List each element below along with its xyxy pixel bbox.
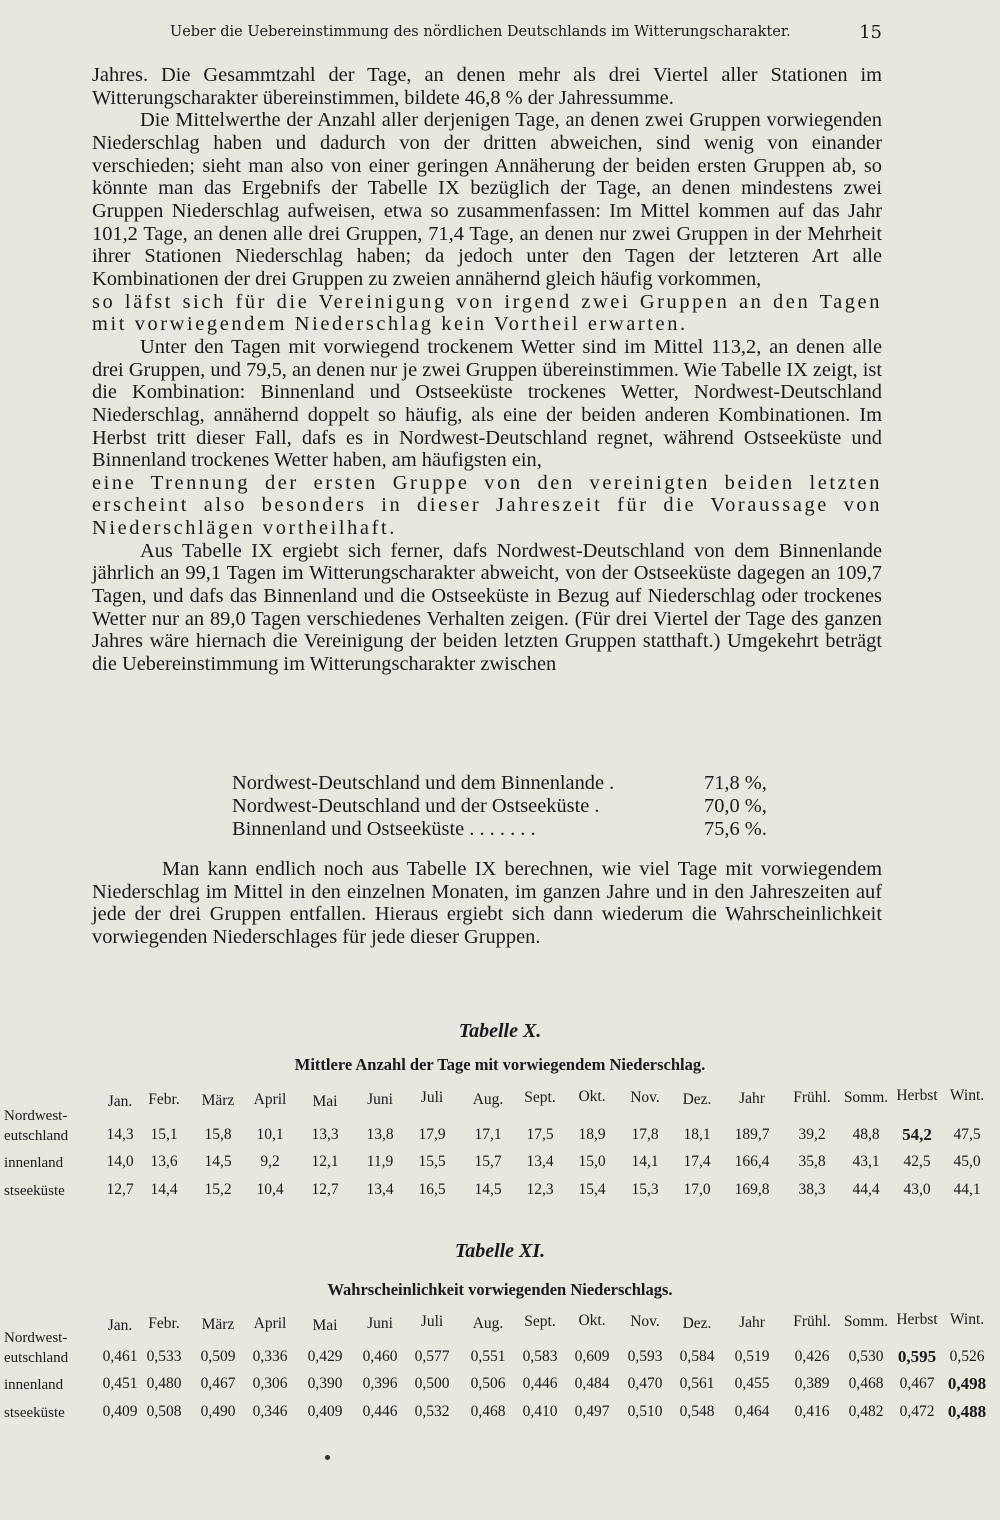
column-header: Juli — [420, 1313, 444, 1330]
table-cell: 17,9 — [418, 1126, 446, 1143]
table-cell: 43,0 — [903, 1181, 931, 1198]
column-header: Mai — [312, 1317, 338, 1334]
table-cell: 0,455 — [734, 1375, 770, 1392]
table-cell: 10,4 — [256, 1181, 284, 1198]
table-cell: 18,1 — [683, 1126, 711, 1143]
table-cell: 12,1 — [311, 1153, 339, 1170]
row-label: Nordwest- — [4, 1108, 68, 1124]
paragraph-spaced: eine Trennung der ersten Gruppe von den vereinigten beiden letzten erscheint also besonders in dieser Jahreszeit für die Voraussage von Niederschlägen vortheilhaft. — [92, 471, 882, 540]
table-cell: 0,488 — [947, 1402, 987, 1421]
paragraph: Die Mittelwerthe der Anzahl aller derjenigen Tage, an denen zwei Gruppen vorwiegenden Niederschlag haben und dadurch von der dritten abweichen, sind wenig von einander verschieden; sieht man also von einer geringen Annäherung der beiden ersten Gruppen ab, so könnte man das Ergebnifs der Tabelle IX bezüglich der Tage, an denen mindestens zwei Gruppen Niederschlag aufweisen, etwa so zusammenfassen: Im Mittel kommen auf das Jahr 101,2 Tage, an denen alle drei Gruppen, 71,4 Tage, an denen nur zwei Gruppen in der Mehrheit ihrer Stationen Niederschlag haben; da jedoch unter den Tagen der letzteren Art alle Kombinationen der drei Gruppen zu zweien annähernd gleich häufig vorkommen, — [92, 109, 882, 290]
agreement-label: Nordwest-Deutschland und dem Binnenlande . — [232, 772, 615, 794]
table-cell: 0,609 — [574, 1348, 610, 1365]
column-header: Dez. — [682, 1315, 712, 1332]
paragraph: Man kann endlich noch aus Tabelle IX berechnen, wie viel Tage mit vorwiegendem Niederschlag im Mittel in den einzelnen Monaten, im ganzen Jahre und in den Jahreszeiten auf jede der drei Gruppen entfallen. Hieraus ergiebt sich dann wiederum die Wahrscheinlichkeit vorwiegenden Niederschlages für jede dieser Gruppen. — [92, 858, 882, 948]
table-cell: 0,583 — [522, 1348, 558, 1365]
column-header: Wint. — [949, 1311, 985, 1328]
table-cell: 0,467 — [200, 1375, 236, 1392]
table-11-subtitle: Wahrscheinlichkeit vorwiegenden Niederschlags. — [327, 1280, 673, 1299]
column-header: Nov. — [630, 1313, 660, 1330]
column-header: Mai — [312, 1093, 338, 1110]
table-cell: 9,2 — [260, 1153, 280, 1170]
table-cell: 45,0 — [953, 1153, 981, 1170]
agreement-row — [232, 818, 782, 841]
agreement-row — [232, 795, 782, 818]
ink-speck — [325, 1455, 330, 1460]
table-cell: 0,446 — [362, 1403, 398, 1420]
table-cell: 15,5 — [418, 1153, 446, 1170]
table-cell: 44,4 — [852, 1181, 880, 1198]
table-cell: 54,2 — [902, 1125, 932, 1144]
row-label: eutschland — [4, 1128, 69, 1144]
column-header: April — [253, 1091, 287, 1108]
column-header: Wint. — [949, 1087, 985, 1104]
table-cell: 13,4 — [366, 1181, 394, 1198]
table-cell: 14,0 — [106, 1153, 134, 1170]
column-header: Sept. — [524, 1089, 556, 1106]
table-cell: 11,9 — [366, 1153, 394, 1170]
table-cell: 0,561 — [679, 1375, 715, 1392]
closing-paragraph — [92, 858, 882, 949]
column-header: Febr. — [148, 1091, 180, 1108]
table-cell: 15,3 — [631, 1181, 659, 1198]
table-cell: 42,5 — [903, 1153, 931, 1170]
table-cell: 15,0 — [578, 1153, 606, 1170]
running-title: Ueber die Uebereinstimmung des nördlichen Deutschlands im Witterungscharakter. — [170, 24, 791, 40]
table-cell: 0,595 — [897, 1347, 937, 1366]
table-cell: 0,532 — [414, 1403, 450, 1420]
table-cell: 44,1 — [953, 1181, 981, 1198]
table-cell: 47,5 — [953, 1126, 981, 1143]
column-header: Juli — [420, 1089, 444, 1106]
table-cell: 0,480 — [146, 1375, 182, 1392]
table-cell: 17,4 — [683, 1153, 711, 1170]
column-header: Herbst — [896, 1087, 938, 1104]
table-cell: 13,3 — [311, 1126, 339, 1143]
column-header: Jan. — [107, 1317, 133, 1334]
agreement-label: Binnenland und Ostseeküste . . . . . . . — [232, 817, 536, 840]
table-cell: 0,519 — [734, 1348, 770, 1365]
table-cell: 189,7 — [734, 1126, 770, 1143]
table-cell: 0,306 — [252, 1375, 288, 1392]
table-cell: 166,4 — [734, 1153, 770, 1170]
table-cell: 12,7 — [311, 1181, 339, 1198]
table-cell: 17,8 — [631, 1126, 659, 1143]
table-cell: 0,530 — [848, 1348, 884, 1365]
table-cell: 39,2 — [798, 1126, 826, 1143]
table-cell: 12,7 — [106, 1181, 134, 1198]
table-cell: 0,490 — [200, 1403, 236, 1420]
table-cell: 0,464 — [734, 1403, 770, 1420]
table-cell: 17,5 — [526, 1126, 554, 1143]
table-11 — [0, 1304, 1000, 1444]
column-header: März — [201, 1092, 235, 1109]
column-header: Sept. — [524, 1313, 556, 1330]
table-cell: 0,446 — [522, 1375, 558, 1392]
table-cell: 13,6 — [150, 1153, 178, 1170]
table-cell: 0,482 — [848, 1403, 884, 1420]
column-header: Jan. — [107, 1093, 133, 1110]
column-header: Aug. — [472, 1091, 504, 1108]
column-header: Herbst — [896, 1311, 938, 1328]
table-cell: 0,389 — [794, 1375, 830, 1392]
body-text — [92, 64, 882, 676]
table-cell: 13,8 — [366, 1126, 394, 1143]
agreement-value: 75,6 %. — [704, 817, 767, 840]
table-10-title: Tabelle X. — [458, 1020, 542, 1042]
column-header: Frühl. — [793, 1089, 831, 1106]
table-cell: 15,1 — [150, 1126, 178, 1143]
table-cell: 10,1 — [256, 1126, 284, 1143]
table-cell: 48,8 — [852, 1126, 880, 1143]
table-cell: 0,470 — [627, 1375, 663, 1392]
table-cell: 0,451 — [102, 1375, 138, 1392]
table-cell: 15,4 — [578, 1181, 606, 1198]
table-cell: 0,468 — [470, 1403, 506, 1420]
paragraph: Unter den Tagen mit vorwiegend trockenem Wetter sind im Mittel 113,2, an denen alle drei Gruppen, und 79,5, an denen nur je zwei Gruppen übereinstimmen. Wie Tabelle IX zeigt, ist die Kombination: Binnenland und Ostseeküste trockenes Wetter, Nordwest-Deutschland Niederschlag, annähernd doppelt so häufig, als eine der beiden anderen Kombinationen. Im Herbst tritt dieser Fall, dafs es in Nordwest-Deutschland regnet, während Ostseeküste und Binnenland trockenes Wetter haben, am häufigsten ein, — [92, 335, 882, 472]
column-header: Somm. — [843, 1313, 889, 1330]
table-cell: 0,409 — [102, 1403, 138, 1420]
table-cell: 0,467 — [899, 1375, 935, 1392]
table-10-subtitle: Mittlere Anzahl der Tage mit vorwiegendem Niederschlag. — [294, 1055, 706, 1074]
table-cell: 0,390 — [307, 1375, 343, 1392]
row-label: eutschland — [4, 1350, 69, 1366]
table-cell: 0,484 — [574, 1375, 610, 1392]
table-cell: 0,526 — [949, 1348, 985, 1365]
table-cell: 0,461 — [102, 1348, 138, 1365]
row-label: innenland — [4, 1155, 64, 1171]
column-header: Febr. — [148, 1315, 180, 1332]
agreement-list — [232, 772, 782, 840]
row-label: innenland — [4, 1377, 64, 1393]
table-cell: 0,336 — [252, 1348, 288, 1365]
table-cell: 17,1 — [474, 1126, 502, 1143]
page-number: 15 — [859, 22, 882, 43]
table-cell: 35,8 — [798, 1153, 826, 1170]
table-cell: 0,509 — [200, 1348, 236, 1365]
table-cell: 14,5 — [474, 1181, 502, 1198]
column-header: April — [253, 1315, 287, 1332]
table-cell: 0,497 — [574, 1403, 610, 1420]
table-cell: 0,593 — [627, 1348, 663, 1365]
table-cell: 0,548 — [679, 1403, 715, 1420]
table-cell: 43,1 — [852, 1153, 880, 1170]
table-cell: 0,429 — [307, 1348, 343, 1365]
column-header: Somm. — [843, 1089, 889, 1106]
table-10 — [0, 1080, 1000, 1220]
column-header: März — [201, 1316, 235, 1333]
column-header: Nov. — [630, 1089, 660, 1106]
table-cell: 0,426 — [794, 1348, 830, 1365]
row-label: stseeküste — [4, 1183, 65, 1199]
table-cell: 38,3 — [798, 1181, 826, 1198]
table-cell: 169,8 — [734, 1181, 770, 1198]
table-cell: 0,577 — [414, 1348, 450, 1365]
column-header: Dez. — [682, 1091, 712, 1108]
table-cell: 0,346 — [252, 1403, 288, 1420]
table-cell: 14,4 — [150, 1181, 178, 1198]
column-header: Juni — [367, 1091, 393, 1108]
table-cell: 0,533 — [146, 1348, 182, 1365]
paragraph-spaced: so läfst sich für die Vereinigung von irgend zwei Gruppen an den Tagen mit vorwiegendem Niederschlag kein Vortheil erwarten. — [92, 290, 882, 336]
agreement-value: 70,0 %, — [704, 794, 767, 817]
agreement-row — [232, 772, 782, 795]
table-cell: 14,3 — [106, 1126, 134, 1143]
table-cell: 0,510 — [627, 1403, 663, 1420]
paragraph: Aus Tabelle IX ergiebt sich ferner, dafs Nordwest-Deutschland von dem Binnenlande jährlich an 99,1 Tagen im Witterungscharakter abweicht, von der Ostseeküste dagegen an 109,7 Tagen, und dafs das Binnenland und die Ostseeküste in Bezug auf Niederschlag oder trockenes Wetter nur an 89,0 Tagen verschiedenes Verhalten zeigen. (Für drei Viertel der Tage des ganzen Jahres wäre hiernach die Vereinigung der beiden letzten Gruppen statthaft.) Umgekehrt beträgt die Uebereinstimmung im Witterungscharakter zwischen — [92, 539, 882, 676]
table-11-title: Tabelle XI. — [454, 1240, 546, 1262]
table-cell: 17,0 — [683, 1181, 711, 1198]
table-cell: 0,498 — [947, 1374, 987, 1393]
column-header: Aug. — [472, 1315, 504, 1332]
table-cell: 0,409 — [307, 1403, 343, 1420]
column-header: Juni — [367, 1315, 393, 1332]
column-header: Frühl. — [793, 1313, 831, 1330]
table-cell: 0,584 — [679, 1348, 715, 1365]
table-cell: 15,7 — [474, 1153, 502, 1170]
paragraph: Jahres. Die Gesammtzahl der Tage, an denen mehr als drei Viertel aller Stationen im Witterungscharakter übereinstimmen, bildete 46,8 % der Jahressumme. — [92, 64, 882, 109]
agreement-label: Nordwest-Deutschland und der Ostseeküste . — [232, 794, 600, 817]
table-cell: 0,468 — [848, 1375, 884, 1392]
table-cell: 0,500 — [414, 1375, 450, 1392]
table-cell: 18,9 — [578, 1126, 606, 1143]
table-cell: 16,5 — [418, 1181, 446, 1198]
table-cell: 15,8 — [204, 1126, 232, 1143]
table-cell: 0,506 — [470, 1375, 506, 1392]
table-cell: 0,396 — [362, 1375, 398, 1392]
row-label: Nordwest- — [4, 1330, 68, 1346]
table-cell: 15,2 — [204, 1181, 232, 1198]
agreement-value: 71,8 %, — [704, 772, 767, 794]
table-cell: 13,4 — [526, 1153, 554, 1170]
row-label: stseeküste — [4, 1405, 65, 1421]
table-cell: 0,416 — [794, 1403, 830, 1420]
table-cell: 0,508 — [146, 1403, 182, 1420]
column-header: Jahr — [739, 1090, 765, 1107]
table-cell: 12,3 — [526, 1181, 554, 1198]
table-cell: 14,1 — [631, 1153, 659, 1170]
column-header: Jahr — [739, 1314, 765, 1331]
column-header: Okt. — [578, 1088, 606, 1105]
table-cell: 14,5 — [204, 1153, 232, 1170]
table-cell: 0,410 — [522, 1403, 558, 1420]
table-cell: 0,551 — [470, 1348, 506, 1365]
table-cell: 0,472 — [899, 1403, 935, 1420]
column-header: Okt. — [578, 1312, 606, 1329]
table-cell: 0,460 — [362, 1348, 398, 1365]
